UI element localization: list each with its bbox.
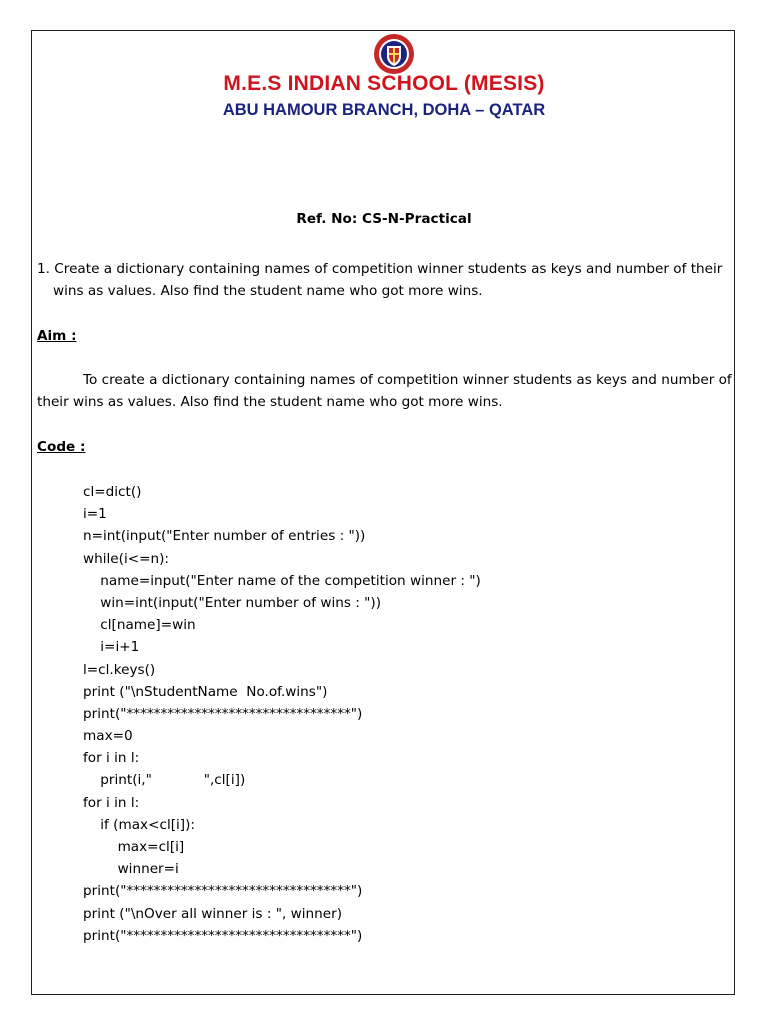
code-line: l=cl.keys() (83, 661, 156, 678)
question-line: 1. Create a dictionary containing names of competition winner students as keys and number of their (37, 261, 723, 277)
code-line: max=cl[i] (83, 839, 185, 855)
code-line: print("*********************************") (83, 705, 363, 722)
aim-line: To create a dictionary containing names of competition winner students as keys and number of (83, 372, 732, 388)
code-line: print("*********************************") (83, 927, 363, 944)
school-logo-icon (370, 32, 418, 76)
code-line: i=i+1 (83, 639, 140, 656)
code-line: while(i<=n): (83, 550, 170, 567)
reference-number: Ref. No: CS-N-Practical (296, 211, 472, 227)
code-line: cl[name]=win (83, 617, 196, 634)
code-line: cl=dict() (83, 484, 142, 500)
code-heading: Code : (37, 439, 86, 455)
code-block (83, 481, 703, 947)
question (37, 258, 737, 302)
code-line: print(i," ",cl[i]) (83, 772, 246, 789)
code-line: for i in l: (83, 794, 140, 811)
code-line: if (max<cl[i]): (83, 816, 195, 833)
aim-line: their wins as values. Also find the student name who got more wins. (37, 394, 503, 411)
code-line: winner=i (83, 861, 179, 878)
branch-name: ABU HAMOUR BRANCH, DOHA – QATAR (222, 101, 546, 119)
code-line: max=0 (83, 728, 133, 745)
code-line: for i in l: (83, 750, 140, 767)
code-line: i=1 (83, 506, 107, 523)
code-line: n=int(input("Enter number of entries : ")) (83, 528, 366, 545)
question-line: wins as values. Also find the student name who got more wins. (53, 283, 483, 300)
code-line: name=input("Enter name of the competition winner : ") (83, 572, 481, 589)
code-line: print ("\nOver all winner is : ", winner) (83, 905, 342, 922)
code-line: print("*********************************") (83, 883, 363, 900)
code-line: print ("\nStudentName No.of.wins") (83, 683, 328, 700)
aim-heading: Aim : (37, 328, 77, 344)
school-name: M.E.S INDIAN SCHOOL (MESIS) (223, 72, 545, 95)
code-line: win=int(input("Enter number of wins : ")) (83, 594, 382, 611)
aim-text (37, 369, 737, 413)
